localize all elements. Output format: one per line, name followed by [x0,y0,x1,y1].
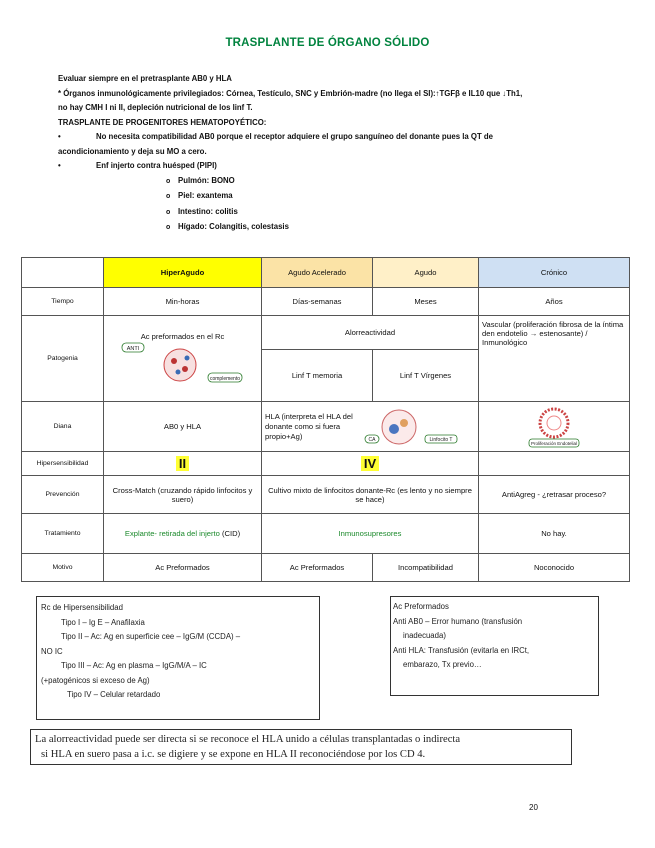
prevencion-hiper [104,476,262,514]
intro-line: Evaluar siempre en el pretrasplante AB0 y HLA [58,74,232,83]
tratamiento-acel-agudo: Inmunosupresores [262,514,479,554]
patogenia-agudo: Linf T Vírgenes [373,350,479,402]
diana-acel-agudo [262,402,479,452]
prevencion-acel-agudo: Cultivo mixto de linfocitos donante-Rc (es lento y no siempre se hace) [262,476,479,514]
bullet-icon: • [58,161,61,170]
box2-line: inadecuada) [403,631,446,640]
intro-bullet: No necesita compatibilidad AB0 porque el receptor adquiere el grupo sanguíneo del donante pues la QT de [96,132,493,141]
hypersensitivity-box [36,596,320,720]
patogenia-cronico: Vascular (proliferación fibrosa de la íntima den endotelio → estenosante) / Inmunológico [479,316,630,402]
figure-label-complemento: complemento [209,376,240,382]
row-label-motivo: Motivo [22,554,104,582]
hipersensibilidad-type: IV [361,456,379,471]
preformed-antibodies-box [390,596,599,696]
prevencion-cronico: AntiAgreg - ¿retrasar proceso? [479,476,630,514]
patogenia-acel: Linf T memoria [262,350,373,402]
endothelial-proliferation-figure [524,406,584,448]
box1-line: (+patogénicos si exceso de Ag) [41,675,150,685]
tratamiento-hiper [104,514,262,554]
prevencion-hiper-text: Cross-Match (cruzando rápido linfocitos y suero) [112,485,253,504]
header-agudo-acelerado: Agudo Acelerado [262,258,373,288]
corner-cell [22,258,104,288]
tratamiento-cronico: No hay. [479,514,630,554]
tratamiento-hiper-note: (CID) [221,529,241,538]
intro-line: * Órganos inmunológicamente privilegiados: Córnea, Testículo, SNC y Embrión-madre (no llega el SI):↑TGFβ e IL10 que ↓Th1, [58,88,523,98]
diana-acel-agudo-text: HLA (interpreta el HLA del donante como si fuera propio+Ag) [265,411,353,441]
row-label-diana: Diana [22,402,104,452]
sub-item: Hígado: Colangitis, colestasis [178,222,289,231]
box2-line: embarazo, Tx previo… [403,660,482,669]
tiempo-agudo: Meses [373,288,479,316]
bullet-icon: • [58,132,61,141]
sub-item: Pulmón: BONO [178,175,235,185]
tiempo-cronico: Años [479,288,630,316]
box1-line: NO IC [41,646,63,656]
tiempo-acel: Días-semanas [262,288,373,316]
figure-label-linfocito: Linfocito T [429,436,453,443]
diana-hiper: AB0 y HLA [104,402,262,452]
row-label-patogenia: Patogenia [22,316,104,402]
motivo-agudo: Incompatibilidad [373,554,479,582]
box1-line: Tipo IV – Celular retardado [67,690,161,699]
header-agudo: Agudo [373,258,479,288]
page-title: TRASPLANTE DE ÓRGANO SÓLIDO [225,37,430,49]
patogenia-alorreactividad: Alorreactividad [262,316,479,350]
hipersensibilidad-hiper [104,452,262,476]
row-label-prevencion: Prevención [22,476,104,514]
row-label-tiempo: Tiempo [22,288,104,316]
antibody-complement-figure [118,341,248,385]
header-hiperagudo: HiperAgudo [104,258,262,288]
hipersensibilidad-cronico [479,452,630,476]
circle-bullet-icon: o [166,224,171,231]
circle-bullet-icon: o [166,193,171,200]
motivo-hiper: Ac Preformados [104,554,262,582]
motivo-acel: Ac Preformados [262,554,373,582]
box1-line: Tipo II – Ac: Ag en superficie cee – IgG/M (CCDA) – [61,632,241,641]
circle-bullet-icon: o [166,208,171,216]
sub-item: Intestino: colitis [178,206,238,216]
hipersensibilidad-acel-agudo [262,452,479,476]
circle-bullet-icon: o [166,177,171,185]
row-label-tratamiento: Tratamiento [22,514,104,554]
sub-item: Piel: exantema [178,191,233,200]
box2-line: Anti HLA: Transfusión (evitarla en IRCt, [393,645,530,655]
page-number: 20 [529,803,538,812]
lymphocyte-figure [361,405,471,449]
box3-line: La alorreactividad puede ser directa si se reconoce el HLA unido a células transplantadas o indirecta [35,734,461,745]
patogenia-hiper [104,316,262,402]
box1-line: Tipo I – Ig E – Anafilaxia [61,617,145,627]
intro-bullet: Enf injerto contra huésped (PIPI) [96,161,217,170]
tiempo-hiper: Min-horas [104,288,262,316]
tratamiento-hiper-text: Explante- retirada del injerto [124,529,220,538]
alorreactividad-box [30,729,572,765]
box1-title: Rc de Hipersensibilidad [41,603,123,612]
box2-line: Anti AB0 – Error humano (transfusión [393,616,523,626]
intro-bullet-cont: acondicionamiento y deja su MO a cero. [58,146,207,156]
hipersensibilidad-type: II [176,456,189,471]
diana-cronico [479,402,630,452]
intro-heading: TRASPLANTE DE PROGENITORES HEMATOPOYÉTICO: [58,117,267,127]
intro-line: no hay CMH I ni II, depleción nutricional de los linf T. [58,103,253,112]
box2-title: Ac Preformados [393,602,449,611]
row-label-hipersensibilidad: Hipersensibilidad [22,452,104,476]
rejection-table [21,257,630,582]
box3-line: si HLA en suero pasa a i.c. se digiere y se expone en HLA II reconociéndose por los CD 4. [41,749,426,760]
figure-label-proliferacion: Proliferación Endotelial [530,440,578,446]
motivo-cronico: Noconocido [479,554,630,582]
patogenia-hiper-text: Ac preformados en el Rc [140,332,225,341]
figure-label-anti: ANTI [126,346,139,352]
header-cronico: Crónico [479,258,630,288]
figure-label-ca: CA [368,436,376,443]
intro-section [58,72,618,236]
box1-line: Tipo III – Ac: Ag en plasma – IgG/M/A – IC [61,661,207,670]
